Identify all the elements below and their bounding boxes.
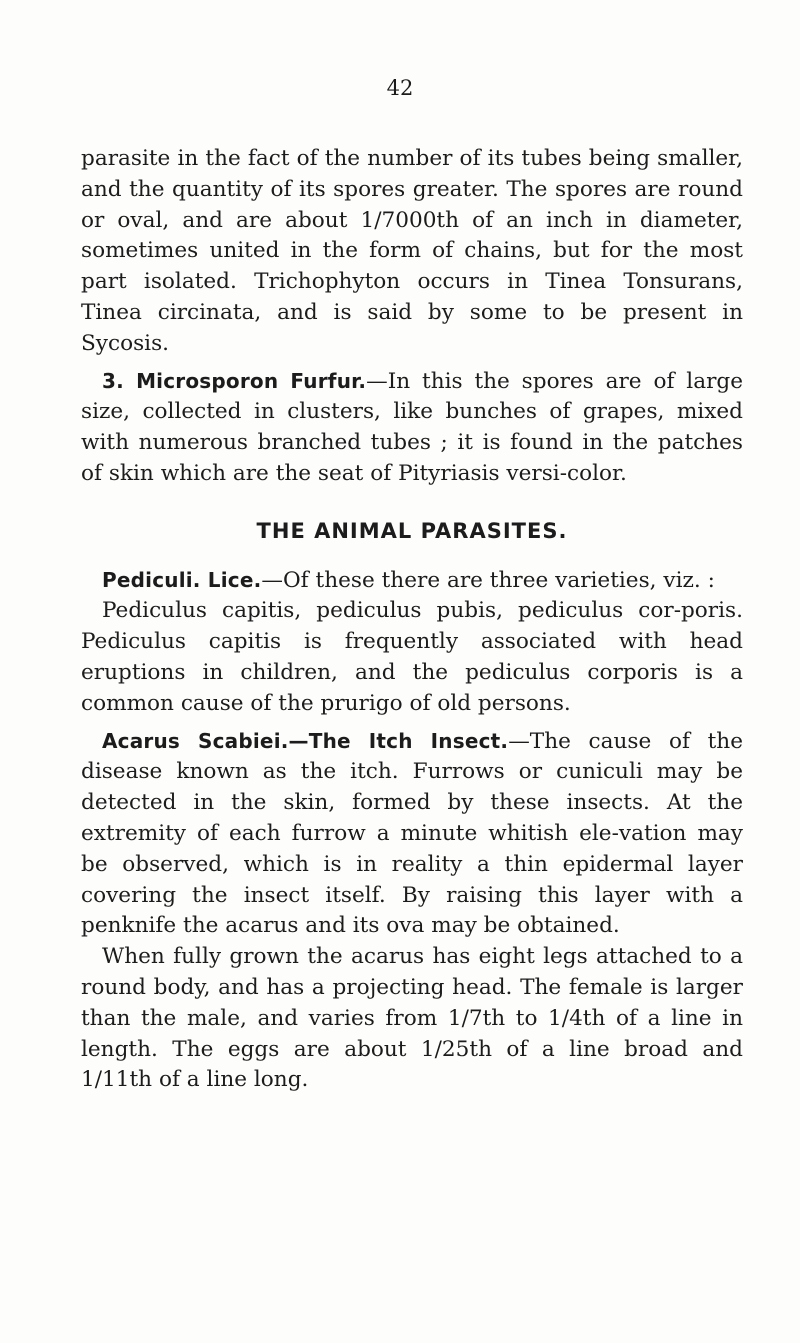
- paragraph-pediculus-varieties: Pediculus capitis, pediculus pubis, pediculus cor-poris. Pediculus capitis is frequently associated with head eruptions in children, and the pediculus corporis is a common cause of the prurigo of old persons.: [81, 598, 743, 716]
- paragraph-acarus-text: —The cause of the disease known as the itch. Furrows or cuniculi may be detected in the skin, formed by these insects. At the extremity of each furrow a minute whitish ele-vation may be observed, which is in reality a thin epidermal layer covering the insect itself. By raising this layer with a penknife the acarus and its ova may be obtained.: [81, 728, 743, 939]
- heading-microsporon: 3. Microsporon Furfur.: [102, 368, 367, 393]
- paragraph-trichophyton: parasite in the fact of the number of its tubes being smaller, and the quantity of its spores greater. The spores are round or oval, and are about 1/7000th of an inch in diameter, sometimes united in the form of chains, but for the most part isolated. Trichophyton occurs in Tinea Tonsurans, Tinea circinata, and is said by some to be present in Sycosis.: [81, 146, 743, 356]
- paragraph-microsporon-text: —In this the spores are of large size, collected in clusters, like bunches of grapes, mixed with numerous branched tubes ; it is found in the patches of skin which are the seat of Pityriasis versi-color.: [81, 368, 743, 486]
- paragraph-pediculi-text: —Of these there are three varieties, viz. :: [261, 567, 715, 593]
- heading-acarus: Acarus Scabiei.—The Itch Insect.: [102, 728, 509, 753]
- paragraph-acarus: [81, 726, 743, 943]
- page-number: 42: [386, 76, 414, 100]
- section-title: THE ANIMAL PARASITES.: [256, 518, 568, 543]
- page-body: [81, 144, 743, 1096]
- paragraph-acarus-anatomy: When fully grown the acarus has eight legs attached to a round body, and has a projecting head. The female is larger than the male, and varies from 1/7th to 1/4th of a line in length. The eggs are about 1/25th of a line broad and 1/11th of a line long.: [81, 944, 743, 1093]
- paragraph-microsporon: [81, 366, 743, 490]
- paragraph-pediculi: [81, 565, 743, 597]
- heading-pediculi: Pediculi. Lice.: [102, 567, 262, 592]
